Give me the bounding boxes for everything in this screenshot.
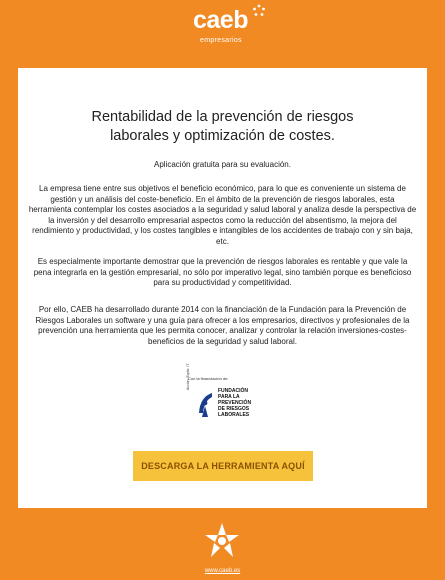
page-title — [18, 108, 427, 146]
foundation-name — [218, 388, 268, 418]
foundation-name-line: DE RIESGOS — [218, 406, 250, 412]
foundation-name-line: FUNDACIÓN — [218, 388, 248, 394]
foundation-logo-icon — [196, 389, 214, 419]
funding-side-text: Acción: Expte. IT — [186, 363, 190, 390]
funding-logo-block — [186, 363, 266, 438]
caeb-star-icon — [252, 4, 266, 18]
paragraph-1: La empresa tiene entre sus objetivos el beneficio económico, para lo que es conveniente un sistema de gestión y un análisis del coste-beneficio. En el ámbito de la prevención de riesgos laborales, esta herramienta contemplar los costes asociados a la seguridad y salud laboral y analiza desde la perspectiva de la inversión y del desarrollo empresarial aspectos como la reducción del absentismo, la mejora del rendimiento y productividad, y los costes tangibles e intangibles de los accidentes de trabajo con y sin baja, etc. — [28, 184, 417, 246]
foundation-name-line: LABORALES — [218, 412, 250, 418]
download-tool-button[interactable]: DESCARGA LA HERRAMIENTA AQUÍ — [133, 451, 313, 481]
funding-caption: Con la financiación de: — [188, 376, 229, 381]
caeb-footer-star-icon — [203, 521, 241, 561]
title-line-1: Rentabilidad de la prevención de riesgos — [91, 109, 354, 125]
caeb-logo-subtitle: empresarios — [200, 37, 242, 44]
foundation-name-line: PARA LA — [218, 394, 240, 400]
foundation-name-line: PREVENCIÓN — [218, 400, 252, 406]
caeb-logo-text: caeb — [193, 6, 248, 34]
title-line-2: laborales y optimización de costes. — [110, 128, 335, 144]
content-card — [18, 68, 427, 508]
paragraph-3: Por ello, CAEB ha desarrollado durante 2014 con la financiación de la Fundación para la Prevención de Riesgos Laborales un software y una guía para ofrecer a los empresarios, directivos y profesionales de la prevención una herramienta que les permita conocer, analizar y controlar la relación inversiones-costes-beneficios de la seguridad y salud laboral. — [35, 305, 410, 346]
email-header — [0, 0, 445, 66]
paragraph-2: Es especialmente importante demostrar que la prevención de riesgos laborales es rentable y que vale la pena integrarla en la gestión empresarial, no sólo por imperativo legal, sino también porque es beneficioso para su productividad y competitividad. — [33, 257, 412, 288]
footer-website-link[interactable]: www.caeb.es — [204, 568, 241, 574]
subtitle: Aplicación gratuita para su evaluación. — [154, 160, 291, 169]
